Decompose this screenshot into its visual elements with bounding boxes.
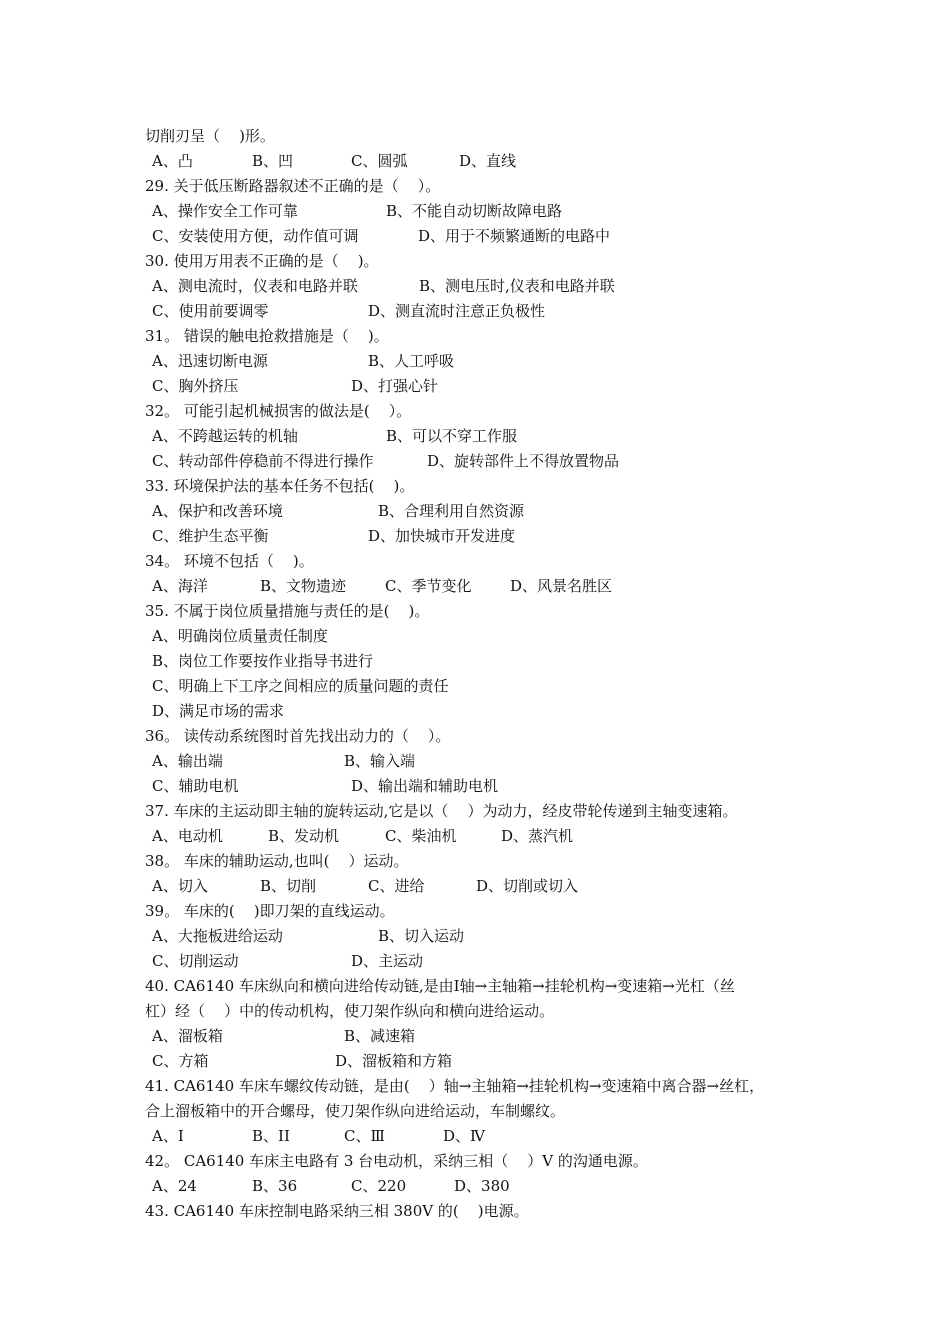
option-d: D、风景名胜区	[510, 577, 613, 595]
option-a: A、输出端	[152, 752, 223, 770]
option-c: C、柴油机	[385, 827, 457, 845]
question-28-stem-end: 切削刃呈（ )形。	[145, 127, 275, 145]
option-b: B、切入运动	[378, 927, 465, 945]
option-c: C、圆弧	[351, 152, 408, 170]
option-b: B、凹	[252, 152, 294, 170]
question-41-stem-line-2: 合上溜板箱中的开合螺母，使刀架作纵向进给运动，车制螺纹。	[145, 1102, 566, 1120]
option-c: C、Ⅲ	[344, 1127, 385, 1145]
option-a: A、迅速切断电源	[152, 352, 268, 370]
option-a: A、保护和改善环境	[152, 502, 283, 520]
question-40-stem-line-1: 40. CA6140 车床纵向和横向进给传动链,是由Ⅰ轴→主轴箱→挂轮机构→变速箱→光杠（丝	[145, 977, 735, 995]
question-35-option-c: C、明确上下工序之间相应的质量问题的责任	[152, 677, 449, 695]
question-37-stem: 37. 车床的主运动即主轴的旋转运动,它是以（ ）为动力，经皮带轮传递到主轴变速箱。	[145, 802, 738, 820]
question-43-stem: 43. CA6140 车床控制电路采纳三相 380V 的( )电源。	[145, 1202, 529, 1220]
option-c: C、方箱	[152, 1052, 209, 1070]
question-29-stem: 29. 关于低压断路器叙述不正确的是（ ）。	[145, 177, 441, 195]
question-33-stem: 33. 环境保护法的基本任务不包括( )。	[145, 477, 415, 495]
question-41-stem-line-1: 41. CA6140 车床车螺纹传动链，是由( ）轴→主轴箱→挂轮机构→变速箱中离合器→丝杠，	[145, 1077, 765, 1095]
option-a: A、测电流时，仪表和电路并联	[152, 277, 358, 295]
option-a: A、Ⅰ	[152, 1127, 184, 1145]
question-35-stem: 35. 不属于岗位质量措施与责任的是( )。	[145, 602, 430, 620]
option-b: B、36	[252, 1177, 298, 1195]
option-c: C、安装使用方便，动作值可调	[152, 227, 359, 245]
option-c: C、进给	[368, 877, 425, 895]
option-b: B、减速箱	[344, 1027, 416, 1045]
option-c: C、辅助电机	[152, 777, 239, 795]
option-a: A、凸	[152, 152, 193, 170]
option-d: D、加快城市开发进度	[368, 527, 516, 545]
option-d: D、Ⅳ	[443, 1127, 486, 1145]
option-d: D、用于不频繁通断的电路中	[418, 227, 611, 245]
option-c: C、转动部件停稳前不得进行操作	[152, 452, 374, 470]
option-b: B、可以不穿工作服	[386, 427, 518, 445]
question-31-stem: 31。 错误的触电抢救措施是（ )。	[145, 327, 389, 345]
option-c: C、季节变化	[385, 577, 472, 595]
option-d: D、380	[454, 1177, 510, 1195]
question-38-stem: 38。 车床的辅助运动,也叫( ）运动。	[145, 852, 409, 870]
option-b: B、合理利用自然资源	[378, 502, 525, 520]
option-c: C、220	[351, 1177, 407, 1195]
option-a: A、24	[152, 1177, 197, 1195]
option-b: B、人工呼吸	[368, 352, 455, 370]
option-a: A、切入	[152, 877, 208, 895]
option-a: A、溜板箱	[152, 1027, 223, 1045]
option-d: D、切削或切入	[476, 877, 579, 895]
option-d: D、溜板箱和方箱	[335, 1052, 453, 1070]
option-a: A、操作安全工作可靠	[152, 202, 298, 220]
option-d: D、主运动	[351, 952, 424, 970]
option-c: C、切削运动	[152, 952, 239, 970]
question-35-option-d: D、满足市场的需求	[152, 702, 285, 720]
option-b: B、切削	[260, 877, 317, 895]
question-34-stem: 34。 环境不包括（ )。	[145, 552, 314, 570]
option-a: A、海洋	[152, 577, 208, 595]
option-d: D、测直流时注意正负极性	[368, 302, 546, 320]
option-b: B、不能自动切断故障电路	[386, 202, 563, 220]
option-b: B、输入端	[344, 752, 416, 770]
question-40-stem-line-2: 杠）经（ ）中的传动机构，使刀架作纵向和横向进给运动。	[145, 1002, 555, 1020]
option-b: B、测电压时,仪表和电路并联	[419, 277, 615, 295]
question-39-stem: 39。 车床的( )即刀架的直线运动。	[145, 902, 395, 920]
option-a: A、电动机	[152, 827, 223, 845]
option-b: B、文物遗迹	[260, 577, 347, 595]
question-42-stem: 42。 CA6140 车床主电路有 3 台电动机，采纳三相（ ）V 的沟通电源。	[145, 1152, 648, 1170]
question-35-option-b: B、岗位工作要按作业指导书进行	[152, 652, 374, 670]
option-a: A、大拖板进给运动	[152, 927, 283, 945]
option-b: B、II	[252, 1127, 290, 1145]
option-a: A、不跨越运转的机轴	[152, 427, 298, 445]
option-c: C、胸外挤压	[152, 377, 239, 395]
question-35-option-a: A、明确岗位质量责任制度	[152, 627, 328, 645]
option-b: B、发动机	[268, 827, 340, 845]
option-d: D、直线	[459, 152, 517, 170]
option-d: D、旋转部件上不得放置物品	[427, 452, 620, 470]
option-c: C、使用前要调零	[152, 302, 269, 320]
option-d: D、蒸汽机	[501, 827, 574, 845]
question-32-stem: 32。 可能引起机械损害的做法是( ）。	[145, 402, 412, 420]
option-c: C、维护生态平衡	[152, 527, 269, 545]
question-30-stem: 30. 使用万用表不正确的是（ )。	[145, 252, 379, 270]
question-36-stem: 36。 读传动系统图时首先找出动力的（ ）。	[145, 727, 451, 745]
option-d: D、输出端和辅助电机	[351, 777, 499, 795]
option-d: D、打强心针	[351, 377, 439, 395]
